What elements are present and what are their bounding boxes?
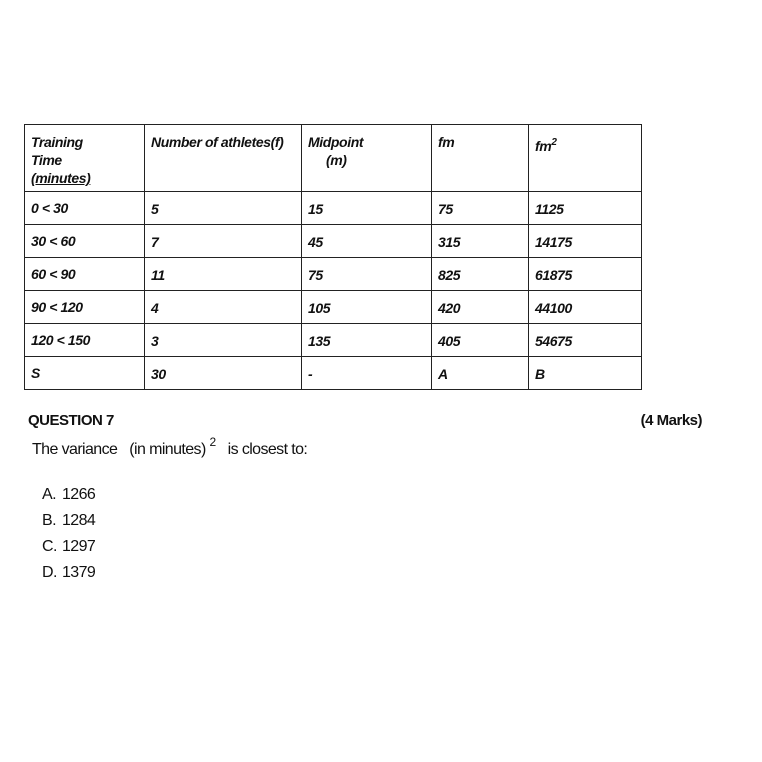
cell-midpoint: 135 bbox=[302, 324, 432, 357]
table-row bbox=[25, 258, 642, 291]
cell-training-time: 60 < 90 bbox=[25, 258, 145, 291]
answer-options bbox=[42, 484, 95, 588]
table-row bbox=[25, 291, 642, 324]
cell-fm2: 61875 bbox=[529, 258, 642, 291]
cell-training-time: 0 < 30 bbox=[25, 192, 145, 225]
header-fm2 bbox=[529, 125, 642, 192]
header-training-time-line2: Time bbox=[31, 152, 62, 168]
answer-option-a[interactable] bbox=[42, 484, 95, 510]
cell-fm2: 1125 bbox=[529, 192, 642, 225]
cell-fm2-total: B bbox=[529, 357, 642, 390]
option-letter: D. bbox=[42, 564, 57, 581]
question-marks: (4 Marks) bbox=[640, 412, 702, 429]
table-row bbox=[25, 225, 642, 258]
cell-fm: 315 bbox=[432, 225, 529, 258]
table-header-row bbox=[25, 125, 642, 192]
header-fm2-exponent: 2 bbox=[551, 137, 557, 148]
option-value: 1297 bbox=[62, 538, 96, 555]
header-midpoint-label: Midpoint bbox=[308, 134, 364, 150]
header-athletes: Number of athletes(f) bbox=[145, 125, 302, 192]
question-text-unit: (in minutes) bbox=[129, 441, 206, 458]
header-fm: fm bbox=[432, 125, 529, 192]
question-text bbox=[32, 435, 308, 459]
cell-training-time: 90 < 120 bbox=[25, 291, 145, 324]
cell-midpoint: 45 bbox=[302, 225, 432, 258]
cell-fm: 420 bbox=[432, 291, 529, 324]
cell-training-time: 30 < 60 bbox=[25, 225, 145, 258]
cell-fm: 75 bbox=[432, 192, 529, 225]
question-text-post: is closest to: bbox=[227, 441, 308, 458]
cell-athletes: 7 bbox=[145, 225, 302, 258]
question-title: QUESTION 7 bbox=[28, 412, 114, 429]
table-row bbox=[25, 324, 642, 357]
cell-midpoint: 105 bbox=[302, 291, 432, 324]
header-training-time-line3: (minutes) bbox=[31, 170, 91, 186]
cell-fm: 825 bbox=[432, 258, 529, 291]
question-text-exponent: 2 bbox=[209, 435, 216, 449]
header-midpoint bbox=[302, 125, 432, 192]
cell-midpoint: 15 bbox=[302, 192, 432, 225]
table-row-total bbox=[25, 357, 642, 390]
answer-option-c[interactable] bbox=[42, 536, 95, 562]
header-training-time-line1: Training bbox=[31, 134, 83, 150]
cell-training-time: 120 < 150 bbox=[25, 324, 145, 357]
header-training-time bbox=[25, 125, 145, 192]
cell-athletes: 5 bbox=[145, 192, 302, 225]
header-fm2-base: fm bbox=[535, 138, 552, 154]
question-text-pre: The variance bbox=[32, 441, 118, 458]
header-midpoint-unit: (m) bbox=[326, 152, 347, 168]
frequency-table bbox=[24, 124, 642, 390]
cell-midpoint-total: - bbox=[302, 357, 432, 390]
cell-fm2: 54675 bbox=[529, 324, 642, 357]
option-letter: A. bbox=[42, 486, 56, 503]
cell-midpoint: 75 bbox=[302, 258, 432, 291]
cell-athletes: 4 bbox=[145, 291, 302, 324]
answer-option-d[interactable] bbox=[42, 562, 95, 588]
option-letter: C. bbox=[42, 538, 57, 555]
cell-fm2: 14175 bbox=[529, 225, 642, 258]
cell-athletes: 3 bbox=[145, 324, 302, 357]
option-value: 1266 bbox=[62, 486, 96, 503]
cell-fm2: 44100 bbox=[529, 291, 642, 324]
cell-fm: 405 bbox=[432, 324, 529, 357]
option-value: 1379 bbox=[62, 564, 96, 581]
cell-athletes-total: 30 bbox=[145, 357, 302, 390]
answer-option-b[interactable] bbox=[42, 510, 95, 536]
cell-sum-label: S bbox=[25, 357, 145, 390]
table-row bbox=[25, 192, 642, 225]
cell-athletes: 11 bbox=[145, 258, 302, 291]
option-value: 1284 bbox=[62, 512, 96, 529]
cell-fm-total: A bbox=[432, 357, 529, 390]
option-letter: B. bbox=[42, 512, 56, 529]
